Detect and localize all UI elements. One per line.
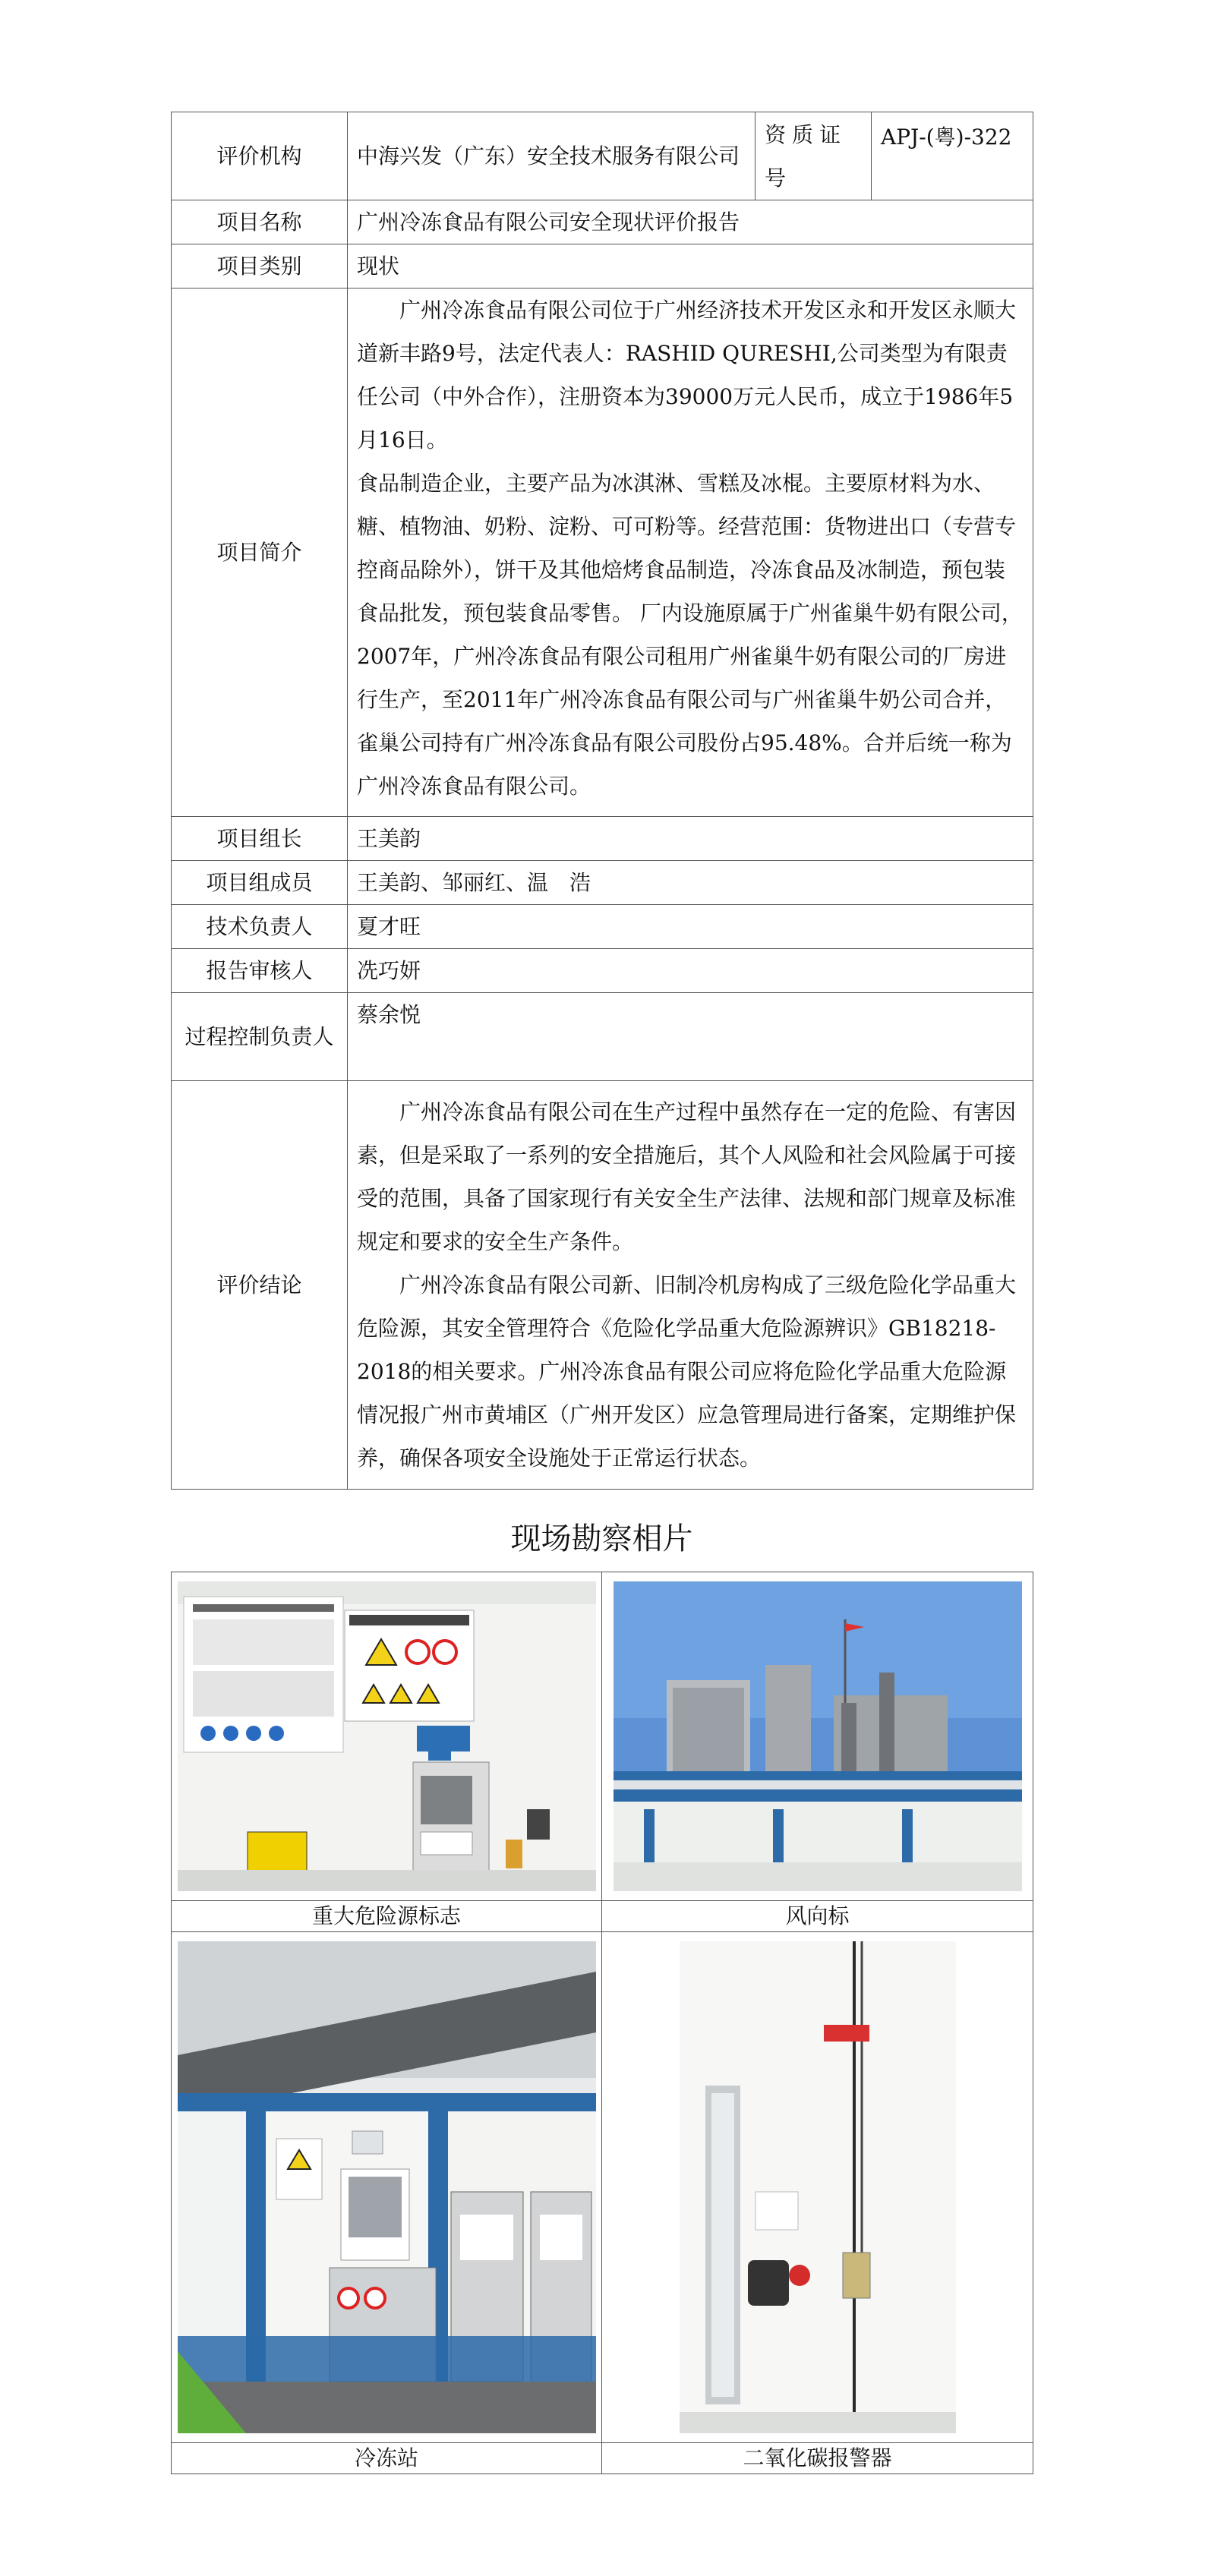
table-row [172, 288, 1033, 817]
org-value: 中海兴发（广东）安全技术服务有限公司 [348, 112, 755, 200]
photo-cell [172, 1932, 602, 2443]
members-label: 项目组成员 [172, 861, 348, 905]
tech-label: 技术负责人 [172, 905, 348, 949]
leader-value: 王美韵 [348, 817, 1033, 861]
photo-cell [602, 1572, 1033, 1901]
photo-wind-vane [614, 1581, 1022, 1891]
tech-value: 夏才旺 [348, 905, 1033, 949]
org-label: 评价机构 [172, 112, 348, 200]
table-row [172, 993, 1033, 1081]
photo-cell [172, 1572, 602, 1901]
table-row [172, 1572, 1033, 1901]
photo-cell [602, 1932, 1033, 2443]
table-row [172, 817, 1033, 861]
table-row [172, 200, 1033, 244]
intro-paragraph-2: 食品制造企业，主要产品为冰淇淋、雪糕及冰棍。主要原材料为水、糖、植物油、奶粉、淀粉、可可粉等。经营范围：货物进出口（专营专控商品除外），饼干及其他焙烤食品制造，冷冻食品及冰制造，预包装食品批发，预包装食品零售。 厂内设施原属于广州雀巢牛奶有限公司，2007年，广州冷冻食品有限公司租用广州雀巢牛奶有限公司的厂房进行生产，至2011年广州冷冻食品有限公司与广州雀巢牛奶公司合并，雀巢公司持有广州冷冻食品有限公司股份占95.48%。合并后统一称为广州冷冻食品有限公司。 [357, 471, 1023, 799]
cert-value: APJ-(粤)-322 [872, 112, 1033, 200]
photo-co2-alarm [680, 1941, 956, 2433]
name-value: 广州冷冻食品有限公司安全现状评价报告 [348, 200, 1033, 244]
name-label: 项目名称 [172, 200, 348, 244]
cert-label: 资质证号 [755, 112, 872, 200]
intro-label: 项目简介 [172, 288, 348, 817]
co2-alarm-image [680, 1941, 956, 2433]
table-row [172, 1932, 1033, 2443]
table-row [172, 244, 1033, 288]
photos-table [171, 1572, 1033, 2474]
hazard-sign-image [178, 1581, 596, 1891]
process-value: 蔡余悦 [348, 993, 1033, 1081]
info-section [171, 112, 1033, 1490]
photo-hazard-sign [178, 1581, 596, 1891]
caption-wind-vane: 风向标 [602, 1901, 1033, 1932]
leader-label: 项目组长 [172, 817, 348, 861]
table-row [172, 1901, 1033, 1932]
photos-title: 现场勘察相片 [510, 1521, 693, 1556]
conclusion-value [348, 1081, 1033, 1490]
intro-value [348, 288, 1033, 817]
photo-refrigeration-station [178, 1941, 596, 2433]
type-label: 项目类别 [172, 244, 348, 288]
table-row [172, 1081, 1033, 1490]
table-row [172, 112, 1033, 200]
refrigeration-station-image [178, 1941, 596, 2433]
table-row [172, 905, 1033, 949]
wind-vane-image [614, 1581, 1022, 1891]
table-row [172, 861, 1033, 905]
intro-paragraph-1: 广州冷冻食品有限公司位于广州经济技术开发区永和开发区永顺大道新丰路9号，法定代表人：RASHID QURESHI,公司类型为有限责任公司（中外合作），注册资本为39000万元人民币，成立于1986年5月16日。 [357, 298, 1017, 452]
review-value: 冼巧妍 [348, 949, 1033, 993]
process-label: 过程控制负责人 [172, 993, 348, 1081]
info-table [171, 112, 1033, 1490]
conclusion-label: 评价结论 [172, 1081, 348, 1490]
caption-refrigeration-station: 冷冻站 [172, 2443, 602, 2474]
table-row [172, 2443, 1033, 2474]
caption-co2-alarm: 二氧化碳报警器 [602, 2443, 1033, 2474]
type-value: 现状 [348, 244, 1033, 288]
conclusion-paragraph-2: 广州冷冻食品有限公司新、旧制冷机房构成了三级危险化学品重大危险源，其安全管理符合《危险化学品重大危险源辨识》GB18218-2018的相关要求。广州冷冻食品有限公司应将危险化学品重大危险源情况报广州市黄埔区（广州开发区）应急管理局进行备案，定期维护保养，确保各项安全设施处于正常运行状态。 [357, 1272, 1017, 1471]
caption-hazard-sign: 重大危险源标志 [172, 1901, 602, 1932]
review-label: 报告审核人 [172, 949, 348, 993]
table-row [172, 949, 1033, 993]
members-value: 王美韵、邹丽红、温 浩 [348, 861, 1033, 905]
conclusion-paragraph-1: 广州冷冻食品有限公司在生产过程中虽然存在一定的危险、有害因素，但是采取了一系列的安全措施后，其个人风险和社会风险属于可接受的范围，具备了国家现行有关安全生产法律、法规和部门规章及标准规定和要求的安全生产条件。 [357, 1099, 1017, 1254]
